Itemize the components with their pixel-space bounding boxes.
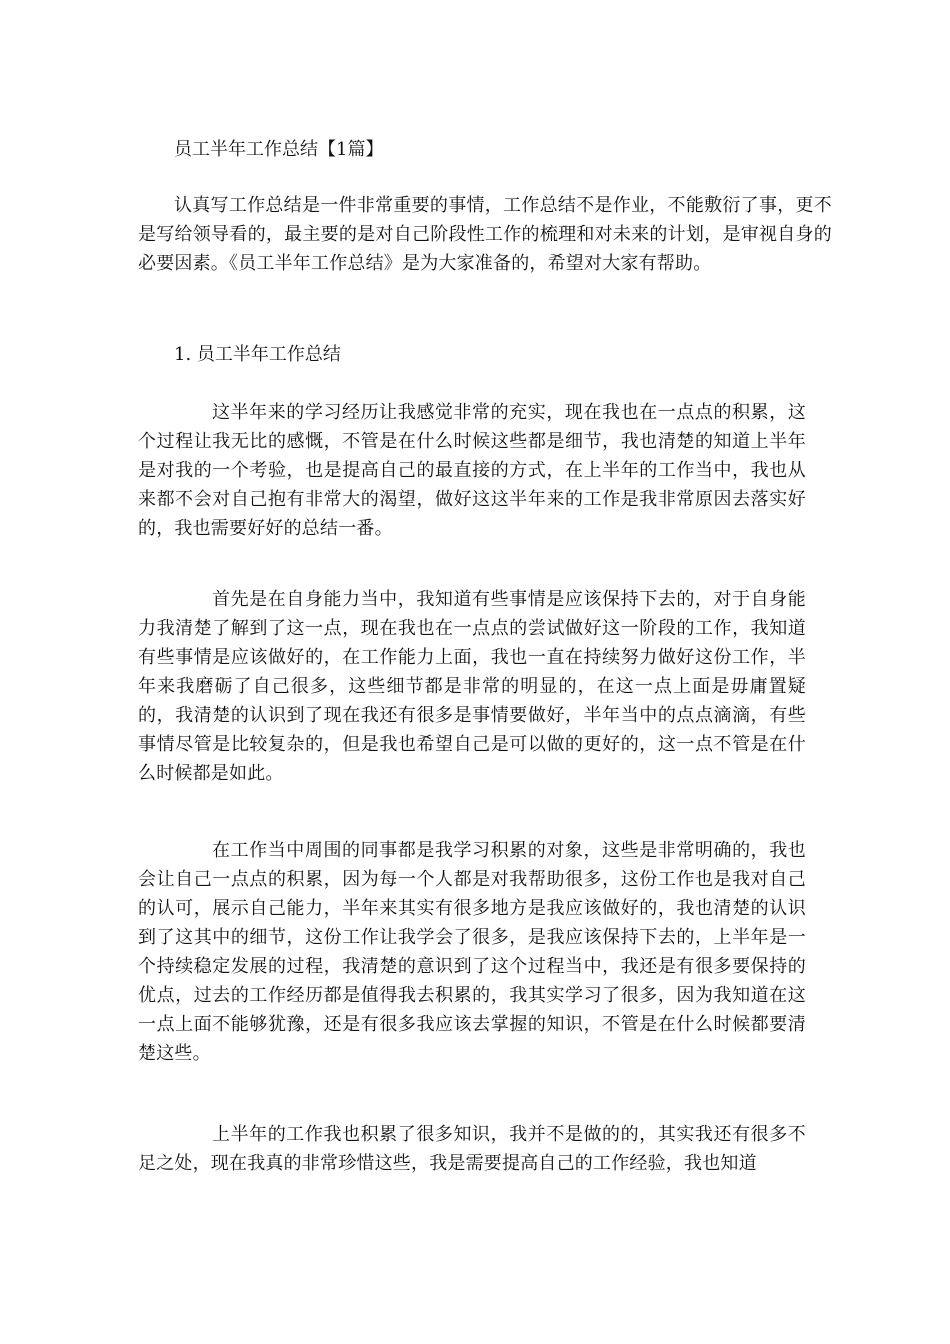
body-paragraph: 首先是在自身能力当中，我知道有些事情是应该保持下去的，对于自身能力我清楚了解到了这一点，现在我也在一点点的尝试做好这一阶段的工作，我知道有些事情是应该做好的，在工作能力上面，我也一直在持续努力做好这份工作，半年来我磨砺了自己很多，这些细节都是非常的明显的，在这一点上面是毋庸置疑的，我清楚的认识到了现在我还有很多是事情要做好，半年当中的点点滴滴，有些事情尽管是比较复杂的，但是我也希望自己是可以做的更好的，这一点不管是在什么时候都是如此。 <box>138 589 806 784</box>
intro-paragraph: 认真写工作总结是一件非常重要的事情，工作总结不是作业，不能敷衍了事，更不是写给领导看的，最主要的是对自己阶段性工作的梳理和对未来的计划，是审视自身的必要因素。《员工半年工作总结》是为大家准备的，希望对大家有帮助。 <box>138 195 832 274</box>
body-paragraph: 上半年的工作我也积累了很多知识，我并不是做的的，其实我还有很多不足之处，现在我真的非常珍惜这些，我是需要提高自己的工作经验，我也知道 <box>138 1124 806 1174</box>
document-title: 员工半年工作总结【1篇】 <box>174 139 384 160</box>
section-heading: 1. 员工半年工作总结 <box>174 344 341 365</box>
body-paragraph: 在工作当中周围的同事都是我学习积累的对象，这些是非常明确的，我也会让自己一点点的积累，因为每一个人都是对我帮助很多，这份工作也是我对自己的认可，展示自己能力，半年来其实有很多地方是我应该做好的，我也清楚的认识到了这其中的细节，这份工作让我学会了很多，是我应该保持下去的，上半年是一个持续稳定发展的过程，我清楚的意识到了这个过程当中，我还是有很多要保持的优点，过去的工作经历都是值得我去积累的，我其实学习了很多，因为我知道在这一点上面不能够犹豫，还是有很多我应该去掌握的知识，不管是在什么时候都要清楚这些。 <box>138 840 806 1064</box>
body-paragraph: 这半年来的学习经历让我感觉非常的充实，现在我也在一点点的积累，这个过程让我无比的感慨，不管是在什么时候这些都是细节，我也清楚的知道上半年是对我的一个考验，也是提高自己的最直接的方式，在上半年的工作当中，我也从来都不会对自己抱有非常大的渴望，做好这这半年来的工作是我非常原因去落实好的，我也需要好好的总结一番。 <box>138 402 806 539</box>
